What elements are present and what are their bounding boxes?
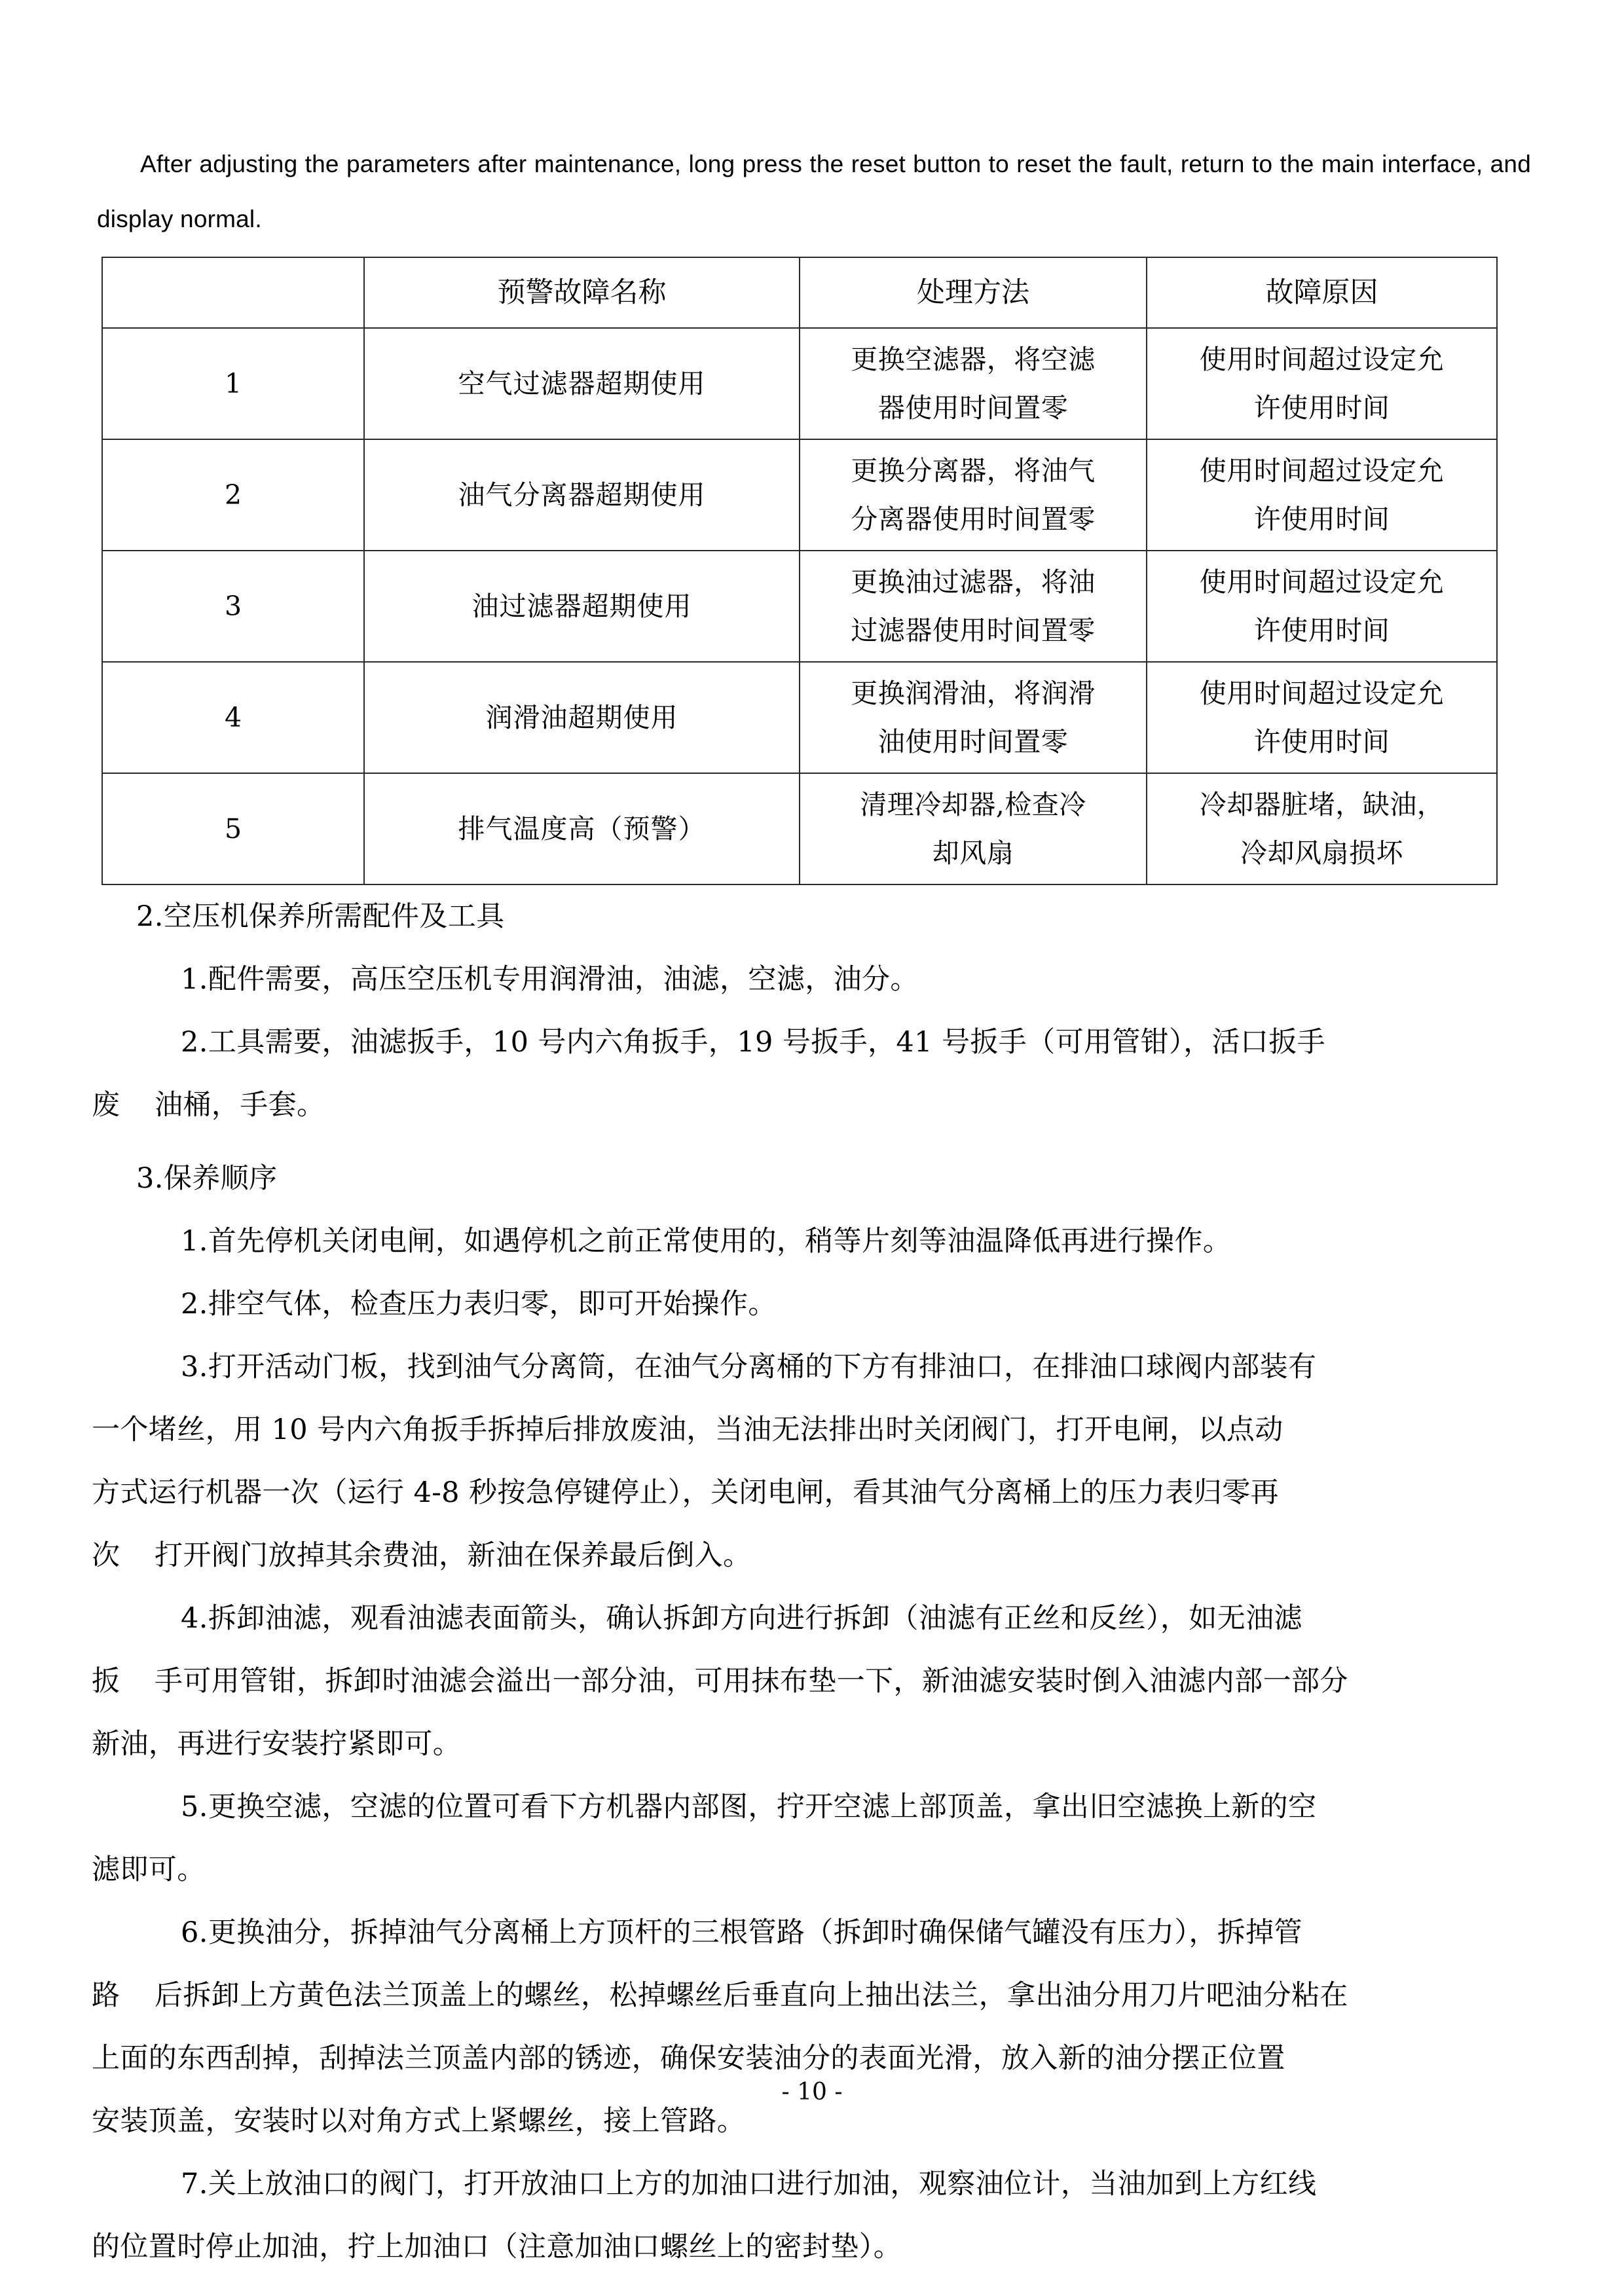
cell-fault-name: 油气分离器超期使用 <box>364 439 800 551</box>
cell-line: 更换分离器，将油气 <box>851 455 1096 486</box>
margin-char: 废 <box>92 1089 120 1121</box>
procedure-item-4-line-1: 4.拆卸油滤，观看油滤表面箭头，确认拆卸方向进行拆卸（油滤有正丝和反丝），如无油滤 <box>181 1602 1302 1635</box>
section-parts-and-tools <box>92 885 1532 1137</box>
cell-line: 分离器使用时间置零 <box>851 503 1096 535</box>
table-row <box>102 662 1497 773</box>
procedure-item-4-line-3: 新油，再进行安装拧紧即可。 <box>92 1728 462 1760</box>
cell-fault-cause <box>1147 662 1497 773</box>
table-row <box>102 551 1497 662</box>
cell-fault-cause <box>1147 773 1497 884</box>
margin-char: 扳 <box>92 1665 120 1698</box>
cell-line: 更换油过滤器，将油 <box>851 566 1096 598</box>
procedure-item-4-line-2 <box>92 1650 1532 1713</box>
cell-line: 油使用时间置零 <box>877 726 1069 757</box>
procedure-item-6-line-4: 安装顶盖，安装时以对角方式上紧螺丝，接上管路。 <box>92 2105 746 2138</box>
cell-handling-method <box>800 551 1147 662</box>
cell-index: 1 <box>102 328 364 439</box>
procedure-item-3-line-4 <box>92 1524 1532 1587</box>
cell-line: 清理冷却器,检查冷 <box>860 789 1086 820</box>
cell-line: 却风扇 <box>932 837 1014 869</box>
procedure-item-6-line-1: 6.更换油分，拆掉油气分离桶上方顶杆的三根管路（拆卸时确保储气罐没有压力），拆掉管 <box>181 1916 1302 1949</box>
intro-paragraph <box>97 137 1531 247</box>
cell-index: 2 <box>102 439 364 551</box>
procedure-item-6-line-2 <box>92 1964 1532 2027</box>
cell-line: 许使用时间 <box>1253 503 1390 535</box>
procedure-item-6-line-3: 上面的东西刮掉，刮掉法兰顶盖内部的锈迹，确保安装油分的表面光滑，放入新的油分摆正位置 <box>92 2042 1285 2075</box>
cell-fault-name: 空气过滤器超期使用 <box>364 328 800 439</box>
cell-index: 5 <box>102 773 364 884</box>
table-header-row <box>102 257 1497 328</box>
continuation-text: 油桶，手套。 <box>155 1089 325 1121</box>
fault-warning-table <box>101 257 1498 885</box>
cell-fault-name: 润滑油超期使用 <box>364 662 800 773</box>
procedure-item-5-line-2: 滤即可。 <box>92 1853 206 1886</box>
continuation-text: 打开阀门放掉其余费油，新油在保养最后倒入。 <box>155 1539 752 1572</box>
cell-line: 使用时间超过设定允 <box>1199 678 1445 709</box>
cell-handling-method <box>800 328 1147 439</box>
cell-line: 许使用时间 <box>1253 726 1390 757</box>
cell-line: 冷却器脏堵，缺油， <box>1199 789 1445 820</box>
cell-line: 使用时间超过设定允 <box>1199 566 1445 598</box>
procedure-item-3-line-1: 3.打开活动门板，找到油气分离筒，在油气分离桶的下方有排油口，在排油口球阀内部装有 <box>181 1351 1317 1383</box>
section-parts-item-2-continued <box>92 1074 1532 1137</box>
section-maintenance-procedure <box>92 1147 1532 2278</box>
cell-line: 使用时间超过设定允 <box>1199 455 1445 486</box>
cell-line: 冷却风扇损坏 <box>1240 837 1403 869</box>
cell-handling-method <box>800 773 1147 884</box>
section-parts-item-2: 2.工具需要，油滤扳手，10 号内六角扳手，19 号扳手，41 号扳手（可用管钳），活口扳手 <box>181 1026 1326 1059</box>
cell-line: 更换润滑油，将润滑 <box>851 678 1096 709</box>
cell-line: 许使用时间 <box>1253 392 1390 424</box>
page-number: - 10 - <box>781 2079 843 2105</box>
table-row <box>102 439 1497 551</box>
cell-line: 过滤器使用时间置零 <box>851 615 1096 646</box>
cell-fault-cause <box>1147 328 1497 439</box>
margin-char: 路 <box>92 1979 120 2012</box>
cell-index: 3 <box>102 551 364 662</box>
cell-fault-cause <box>1147 551 1497 662</box>
cell-index: 4 <box>102 662 364 773</box>
cell-handling-method <box>800 662 1147 773</box>
procedure-item-7-line-2: 的位置时停止加油，拧上加油口（注意加油口螺丝上的密封垫）。 <box>92 2231 902 2263</box>
header-index <box>102 257 364 328</box>
procedure-item-3-line-2: 一个堵丝，用 10 号内六角扳手拆掉后排放废油，当油无法排出时关闭阀门，打开电闸，以点动 <box>92 1413 1283 1446</box>
cell-line: 器使用时间置零 <box>877 392 1069 424</box>
cell-fault-name: 排气温度高（预警） <box>364 773 800 884</box>
cell-fault-cause <box>1147 439 1497 551</box>
cell-fault-name: 油过滤器超期使用 <box>364 551 800 662</box>
table-row <box>102 773 1497 884</box>
continuation-text: 后拆卸上方黄色法兰顶盖上的螺丝，松掉螺丝后垂直向上抽出法兰，拿出油分用刀片吧油分粘在 <box>155 1979 1348 2012</box>
continuation-text: 手可用管钳，拆卸时油滤会溢出一部分油，可用抹布垫一下，新油滤安装时倒入油滤内部一部分 <box>155 1665 1348 1698</box>
header-fault-cause: 故障原因 <box>1147 257 1497 328</box>
procedure-item-1: 1.首先停机关闭电闸，如遇停机之前正常使用的，稍等片刻等油温降低再进行操作。 <box>181 1225 1232 1258</box>
section-parts-heading: 2.空压机保养所需配件及工具 <box>136 900 505 933</box>
table-row <box>102 328 1497 439</box>
cell-handling-method <box>800 439 1147 551</box>
cell-line: 更换空滤器，将空滤 <box>851 344 1096 375</box>
procedure-item-7-line-1: 7.关上放油口的阀门，打开放油口上方的加油口进行加油，观察油位计，当油加到上方红线 <box>181 2168 1317 2200</box>
procedure-item-2: 2.排空气体，检查压力表归零，即可开始操作。 <box>181 1288 777 1321</box>
intro-text: After adjusting the parameters after maintenance, long press the reset button to reset the fault, return to the main interface, and display normal. <box>97 151 1531 232</box>
procedure-item-5-line-1: 5.更换空滤，空滤的位置可看下方机器内部图，拧开空滤上部顶盖，拿出旧空滤换上新的空 <box>181 1791 1317 1823</box>
section-procedure-heading: 3.保养顺序 <box>136 1162 278 1195</box>
header-handling-method: 处理方法 <box>800 257 1147 328</box>
header-fault-name: 预警故障名称 <box>364 257 800 328</box>
section-parts-item-1: 1.配件需要，高压空压机专用润滑油，油滤，空滤，油分。 <box>181 963 919 996</box>
cell-line: 使用时间超过设定允 <box>1199 344 1445 375</box>
procedure-item-3-line-3: 方式运行机器一次（运行 4-8 秒按急停键停止），关闭电闸，看其油气分离桶上的压力表归零再 <box>92 1476 1280 1509</box>
page-footer <box>0 2079 1624 2105</box>
cell-line: 许使用时间 <box>1253 615 1390 646</box>
margin-char: 次 <box>92 1539 120 1572</box>
